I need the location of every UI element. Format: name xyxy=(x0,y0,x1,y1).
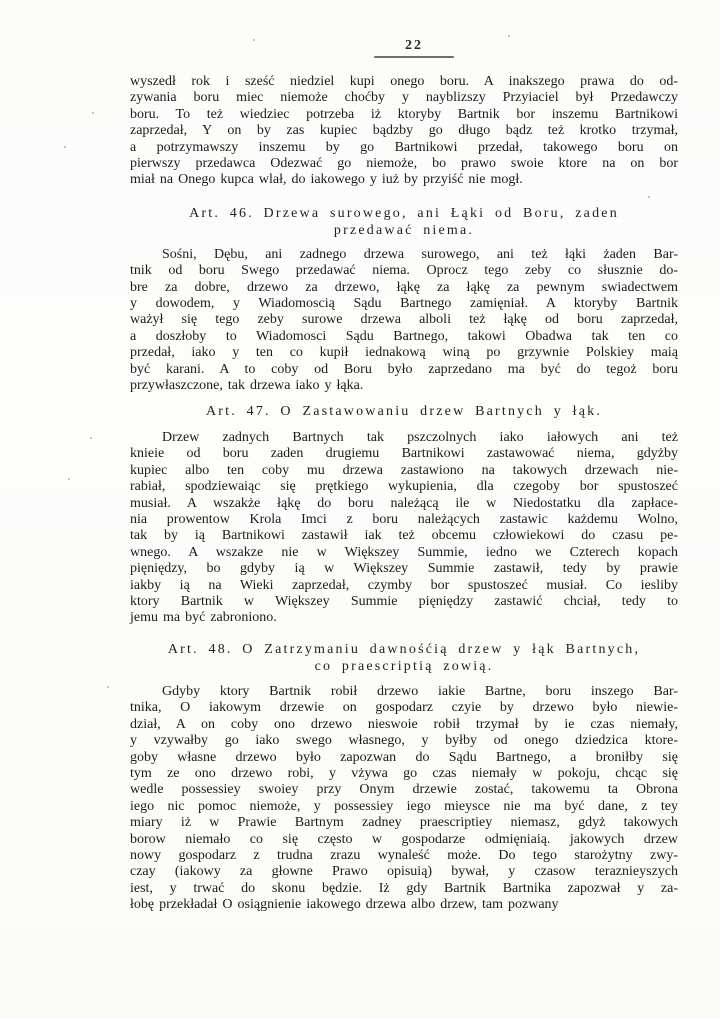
text-line: iest, y trwać do skonu będzie. Iż gdy Bartnik Bartnika zapozwał y za- xyxy=(130,880,678,896)
page-number: 22 xyxy=(405,38,423,53)
paragraph-art47 xyxy=(130,430,678,627)
scan-speck xyxy=(107,686,109,688)
text-line: rabiał, spodziewaiąc się prętkiego wykupienia, dla czegoby bor spustoszeć xyxy=(130,479,678,495)
paragraph-art48 xyxy=(130,684,678,914)
scan-speck xyxy=(508,35,510,37)
heading-line: przedawać niema. xyxy=(333,223,475,239)
text-line: jemu ma być zabroniono. xyxy=(130,610,277,626)
text-line: nowy gospodarz z trudna zrazu wynaleść może. Do tego starożytny zwy- xyxy=(130,847,678,863)
scan-speck xyxy=(253,39,255,41)
text-line: goby własne drzewo było zapozwan do Sądu Bartnego, a broniłby się xyxy=(130,749,678,765)
text-line: Drzew zadnych Bartnych tak pszczolnych iako iałowych ani też xyxy=(162,430,678,445)
text-line: tnik od boru Swego przedawać niema. Oprocz tego zeby co słusznie do- xyxy=(130,263,678,279)
page-header xyxy=(371,38,457,58)
text-line: przywłaszczone, tak drzewa iako y łąka. xyxy=(130,378,364,394)
paragraph-art46 xyxy=(130,247,678,395)
paragraph-continuation-art45 xyxy=(130,74,678,189)
article-48-heading xyxy=(130,641,678,676)
text-line: tym ze ono drzewo robi, y vżywa go czas niemały w pokoju, chcąc się xyxy=(130,765,678,781)
text-line: tnika, O iakowym drzewie on gospodarz czyie by drzewo było niewie- xyxy=(130,700,678,716)
scan-speck xyxy=(92,112,94,114)
text-line: wedle possessiey swoiey przy Onym drzewie zostać, takowemu ta Obrona xyxy=(130,782,678,798)
text-line: borow niemało co się często w gospodarze odmięniaią. jakowych drzew xyxy=(130,831,678,847)
text-line: miary iż w Prawie Bartnym zadney praescriptiey niemasz, gdyż takowych xyxy=(130,815,678,831)
text-line: pięniędzy, bo gdyby ią w Większey Summie zastawił, tedy by prawie xyxy=(130,561,678,577)
text-line: przedał, iako y ten co kupił iednakową winą po grzywnie Polskiey maią xyxy=(130,345,678,361)
text-line: ważył się tego zeby surowe drzewa alboli też łąkę od boru zaprzedał, xyxy=(130,312,678,328)
scan-speck xyxy=(90,437,92,439)
text-line: a potrzymawszy inszemu by go Bartnikowi przedał, takowego boru on xyxy=(130,139,678,155)
text-line: tak by ią Bartnikowi zastawił iak też obcemu człowiekowi do czasu pe- xyxy=(130,528,678,544)
scan-speck xyxy=(68,478,70,480)
scan-speck xyxy=(64,146,66,148)
heading-line: co praescriptią zowią. xyxy=(314,659,494,675)
text-line: kupiec albo ten coby mu drzewa zastawiono na takowych drzewach nie- xyxy=(130,462,678,478)
heading-line: Art. 48. O Zatrzymaniu dawnośćią drzew y łąk Bartnych, xyxy=(167,641,641,657)
text-line: iakby ią na Wieki zaprzedał, czymby bor spustoszeć musiał. Co iesliby xyxy=(130,577,678,593)
text-line: wnego. A wszakze nie w Większey Summie, iedno we Czterech kopach xyxy=(130,544,678,560)
article-47-heading xyxy=(130,403,678,421)
text-line: nia prowentow Krola Imci z boru należących zastawic każdemu Wolno, xyxy=(130,512,678,528)
text-line: iego nic pomoc niemoże, y possessiey iego mieysce nie ma być dane, z tey xyxy=(130,798,678,814)
text-line: y vzywałby go iako swego własnego, y byłby od onego dziedzica ktore- xyxy=(130,733,678,749)
text-line: Sośni, Dębu, ani zadnego drzewa surowego, ani też łąki żaden Bar- xyxy=(162,246,678,262)
text-line: musiał. A wszakże łąkę do boru należącą ile w Niedostatku dla zapłace- xyxy=(130,495,678,511)
text-line: knieie od boru zaden drugiemu Bartnikowi zastawować niema, gdyżby xyxy=(130,446,678,462)
text-line: pierwszy przedawca Odezwać go niemoże, bo prawo swoie ktore na on bor xyxy=(130,156,678,172)
article-46-heading xyxy=(130,205,678,240)
text-line: bre za dobre, drzewo za drzewo, łąkę za łąkę za pewnym swiadectwem xyxy=(130,279,678,295)
text-line: Gdyby ktory Bartnik robił drzewo iakie Bartne, boru inszego Bar- xyxy=(162,683,678,699)
text-line: zywania boru miec niemoże choćby y nayblizszy Przyiaciel był Przedawczy xyxy=(130,90,678,106)
heading-line: Art. 47. O Zastawowaniu drzew Bartnych y łąk. xyxy=(205,403,603,419)
text-line: zaprzedał, Y on by zas kupiec bądzby go długo bądz też krotko trzymał, xyxy=(130,123,678,139)
scan-speck xyxy=(648,196,650,198)
text-line: być karani. A to coby od Boru było zaprzedano ma być do tegoż boru xyxy=(130,361,678,377)
text-line: wyszedł rok i sześć niedziel kupi onego boru. A inakszego prawa do od- xyxy=(130,74,678,89)
text-line: miał na Onego kupca wlał, do iakowego y iuż by przyiść nie mogł. xyxy=(130,172,523,188)
text-line: czay (iakowy za głowne Prawo opisuią) bywał, y czasow teraznieyszych xyxy=(130,864,678,880)
text-line: ktory Bartnik w Większey Summie pięniędzy zastawić chciał, tedy to xyxy=(130,594,678,610)
heading-line: Art. 46. Drzewa surowego, ani Łąki od Boru, zaden xyxy=(189,205,619,221)
text-line: a doszłoby to Wiadomosci Sądu Bartnego, takowi Obadwa tak ten co xyxy=(130,328,678,344)
text-column xyxy=(130,74,678,914)
text-line: y dowodem, y Wiadomoscią Sądu Bartnego zamięniał. A ktoryby Bartnik xyxy=(130,296,678,312)
text-line: boru. To też wiedziec potrzeba iż ktoryby Bartnik bor inszemu Bartnikowi xyxy=(130,106,678,122)
text-line: dział, A on coby ono drzewo nieswoie robił trzymał by ie czas niemały, xyxy=(130,716,678,732)
page-number-rule xyxy=(374,56,454,58)
text-line: łobę przekładał O osiągnienie iakowego drzewa albo drzew, tam pozwany xyxy=(130,897,559,913)
